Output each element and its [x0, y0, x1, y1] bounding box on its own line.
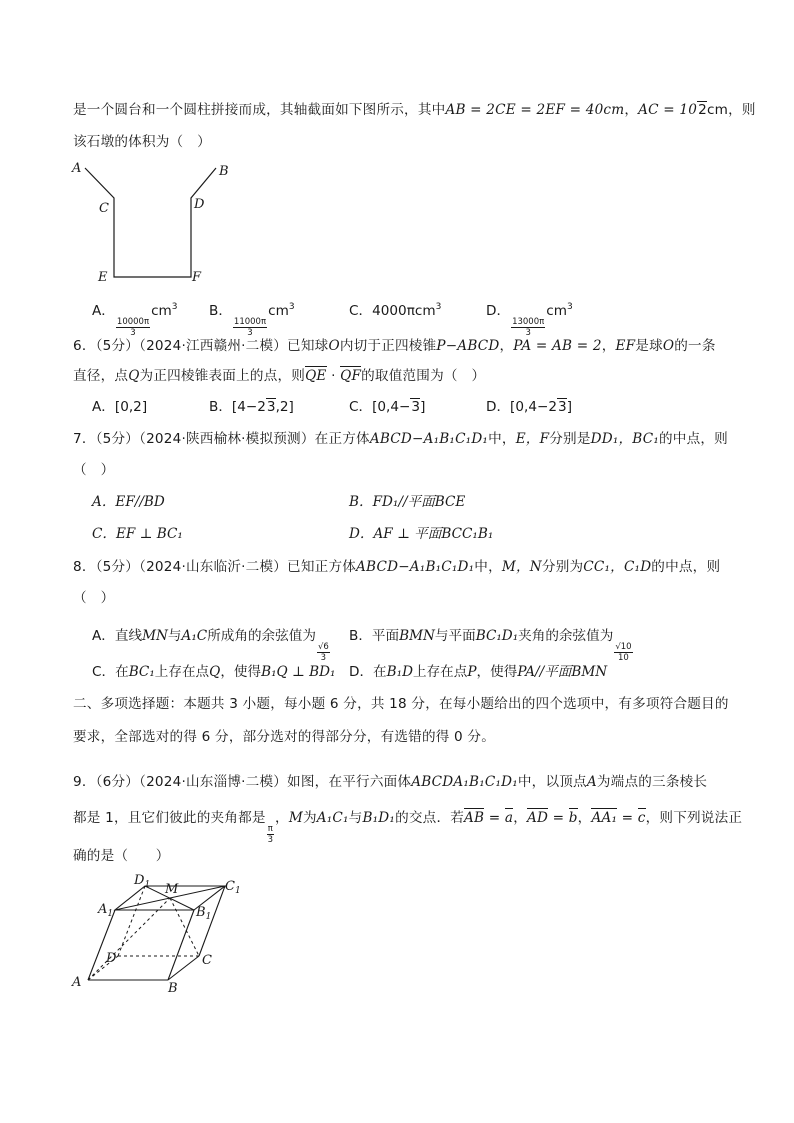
option-text: 4000πcm: [372, 303, 436, 319]
q8-option-d[interactable]: [349, 662, 607, 682]
separator: ，: [577, 810, 592, 826]
q6-text: 直径，点: [73, 368, 129, 384]
fraction-numerator: 13000π: [512, 317, 545, 327]
fraction-numerator: π: [267, 824, 274, 834]
q7-option-b[interactable]: [349, 492, 465, 512]
q8-option-a[interactable]: [92, 626, 331, 663]
q9-text: 为端点的三条棱长: [596, 774, 708, 790]
vector-qe: QE: [305, 368, 327, 384]
q6-text: 是球: [635, 338, 663, 354]
q8-text: 的中点，则: [651, 559, 721, 575]
unit: cm: [268, 303, 289, 319]
option-letter: B．: [209, 303, 232, 319]
vector-c: c: [637, 810, 646, 826]
point-q: Q: [209, 664, 221, 680]
label-b: B: [168, 981, 178, 996]
q6-text: 的一条: [674, 338, 716, 354]
segment-bc1: BC₁: [128, 664, 155, 680]
q6-sphere-o: O: [328, 338, 340, 354]
q9-text: 中，以顶点: [517, 774, 587, 790]
label-d: D: [106, 951, 117, 966]
q6-option-b[interactable]: [209, 397, 294, 417]
q5-option-d[interactable]: [486, 297, 573, 338]
exponent: 3: [435, 302, 442, 312]
exponent: 3: [566, 302, 573, 312]
q6-line-2: [73, 366, 485, 386]
plane-bmn: BMN: [399, 628, 435, 644]
q7-option-d[interactable]: [349, 524, 493, 544]
vector-a: a: [504, 810, 514, 826]
q9-segment-a1c1: A₁C₁: [316, 810, 349, 826]
q6-diameter: EF: [615, 338, 636, 354]
label-e: E: [98, 270, 108, 285]
vector-b: b: [568, 810, 578, 826]
q8-cube: ABCD−A₁B₁C₁D₁: [356, 559, 475, 575]
q6-point-q: Q: [128, 368, 140, 384]
fraction: [614, 642, 632, 663]
q6-text: ，: [499, 338, 514, 354]
option-text: 上存在点: [413, 664, 468, 680]
option-text: D．在: [349, 664, 387, 680]
edge-aa1: [88, 910, 115, 980]
q6-pyramid: P−ABCD: [436, 338, 500, 354]
label-b1: $B_1$: [196, 905, 212, 922]
q6-text: 6．（5分）（2024·江西赣州·二模）已知球: [73, 338, 329, 354]
q5-text: ，: [624, 102, 639, 118]
equals: =: [548, 810, 569, 826]
option-text: C．在: [92, 664, 129, 680]
fraction-pi-over-3: [267, 824, 274, 845]
relation: PA//平面BMN: [517, 664, 608, 680]
q8-segments: CC₁，C₁D: [583, 559, 652, 575]
cross-section-figure: [68, 156, 238, 286]
q5-option-b[interactable]: [209, 297, 295, 338]
fraction-denominator: 3: [267, 835, 274, 845]
option-text: 与平面: [434, 628, 476, 644]
equals: =: [617, 810, 638, 826]
fraction-denominator: 3: [247, 328, 253, 338]
q5-sqrt: 2: [698, 102, 707, 118]
q8-line-1: [73, 557, 720, 577]
option-letter: A．: [92, 303, 115, 319]
point-p: P: [467, 664, 477, 680]
q8-text: 8．（5分）（2024·山东临沂·二模）已知正方体: [73, 559, 357, 575]
label-a: A: [72, 161, 82, 176]
fraction-denominator: 3: [320, 653, 327, 663]
separator: ，: [513, 810, 527, 826]
q7-cube: ABCD−A₁B₁C₁D₁: [369, 431, 489, 447]
q7-option-c[interactable]: C．EF ⊥ BC₁: [92, 526, 183, 542]
q8-option-c[interactable]: [92, 662, 335, 682]
fraction-denominator: 10: [618, 653, 629, 663]
segment-b1d: B₁D: [386, 664, 413, 680]
q6-option-c[interactable]: [349, 397, 425, 417]
option-text: ]: [420, 399, 426, 415]
sqrt: 3: [411, 399, 421, 415]
q5-intro-line-2: 该石墩的体积为（ ）: [73, 134, 211, 150]
q7-line-2: （ ）: [73, 462, 115, 478]
unit: cm: [151, 303, 172, 319]
option-text: D．[0,4−2: [486, 399, 558, 415]
q9-line-1: [73, 772, 707, 792]
option-text: B．FD₁//平面: [349, 494, 435, 510]
exponent: 3: [171, 302, 178, 312]
q5-length-equation: AB = 2CE = 2EF = 40cm: [445, 102, 625, 118]
label-d1: $D_1$: [134, 873, 151, 890]
option-text: B．平面: [349, 628, 400, 644]
q8-points: M，N: [501, 559, 542, 575]
q9-solid: ABCDA₁B₁C₁D₁: [411, 774, 518, 790]
vector-aa1: AA₁: [591, 810, 618, 826]
q8-line-2: （ ）: [73, 590, 115, 606]
plane-bc1d1: BC₁D₁: [475, 628, 519, 644]
sqrt: 3: [266, 399, 276, 415]
section2-line-2: 要求，全部选对的得 6 分，部分选对的得部分分，有选错的得 0 分。: [73, 729, 496, 745]
label-d: D: [194, 197, 205, 212]
q7-segments: DD₁，BC₁: [590, 431, 659, 447]
q9-text: 为: [302, 810, 317, 826]
q6-text: ，: [601, 338, 616, 354]
q5-option-c[interactable]: [349, 297, 441, 321]
q5-option-a[interactable]: [92, 297, 178, 338]
dot-operator: ·: [326, 368, 341, 384]
option-letter: C．: [349, 303, 373, 319]
q7-text: 分别是: [549, 431, 591, 447]
q6-option-a[interactable]: A．[0,2]: [92, 399, 148, 415]
q9-text: ，则下列说法正: [645, 810, 743, 826]
q9-segment-b1d1: B₁D₁: [362, 810, 396, 826]
q9-line-3: 确的是（ ）: [73, 848, 170, 864]
equals: =: [484, 810, 505, 826]
fraction: [116, 317, 150, 338]
label-c1: $C_1$: [225, 879, 241, 896]
q6-text: 为正四棱锥表面上的点，则: [139, 368, 306, 384]
fraction: [233, 317, 267, 338]
q7-text: 的中点，则: [658, 431, 728, 447]
option-text: 夹角的余弦值为: [518, 628, 614, 644]
q7-text: 中，: [488, 431, 516, 447]
option-text: 与: [167, 628, 182, 644]
sqrt: 3: [558, 399, 567, 415]
option-text: D．AF ⊥ 平面: [349, 526, 442, 542]
q9-line-2: [73, 808, 742, 845]
q5-intro-line-1: [73, 100, 756, 120]
fraction-numerator: √10: [615, 642, 632, 652]
fraction-denominator: 3: [525, 328, 531, 338]
line-mn: MN: [142, 628, 168, 644]
unit: cm: [546, 303, 567, 319]
vector-ab: AB: [464, 810, 485, 826]
cross-section-outline: [85, 168, 216, 277]
vector-qf: QF: [340, 368, 362, 384]
q8-text: 中，: [474, 559, 502, 575]
q6-sphere-o: O: [662, 338, 675, 354]
label-c: C: [99, 201, 109, 216]
q7-option-a[interactable]: A．EF//BD: [92, 494, 165, 510]
q5-text: 是一个圆台和一个圆柱拼接而成，其轴截面如下图所示，其中: [73, 102, 446, 118]
q9-text: 9．（6分）（2024·山东淄博·二模）如图，在平行六面体: [73, 774, 412, 790]
q9-text: ，: [275, 810, 289, 826]
q5-text: ，则: [728, 102, 756, 118]
option-letter: D．: [486, 303, 511, 319]
q5-ac-value: AC = 10: [638, 102, 698, 118]
vector-ad: AD: [527, 810, 549, 826]
section2-line-1: 二、多项选择题：本题共 3 小题，每小题 6 分，共 18 分，在每小题给出的四个选项中，有多项符合题目的: [73, 696, 729, 712]
q6-option-d[interactable]: [486, 397, 572, 417]
label-a: A: [72, 975, 82, 990]
parallelepiped-figure: [68, 866, 258, 996]
exponent: 3: [288, 302, 295, 312]
fraction-numerator: √6: [317, 642, 329, 652]
option-text: ，使得: [220, 664, 262, 680]
option-text: 所成角的余弦值为: [207, 628, 316, 644]
q7-points: E，F: [515, 431, 550, 447]
option-text: BCE: [434, 494, 466, 510]
q6-text: 的取值范围为（ ）: [361, 368, 486, 384]
q8-option-b[interactable]: [349, 626, 634, 663]
fraction-denominator: 3: [130, 328, 136, 338]
option-text: ]: [566, 399, 572, 415]
q6-edge-lengths: PA = AB = 2: [513, 338, 602, 354]
q7-text: 7．（5分）（2024·陕西榆林·模拟预测）在正方体: [73, 431, 370, 447]
label-a1: $A_1$: [98, 902, 114, 919]
q7-line-1: [73, 429, 728, 449]
option-text: C．[0,4−: [349, 399, 411, 415]
option-text: A．直线: [92, 628, 143, 644]
q9-point-m: M: [288, 810, 303, 826]
label-b: B: [219, 164, 229, 179]
label-f: F: [192, 270, 202, 285]
option-text: ，使得: [476, 664, 518, 680]
relation: B₁Q ⊥ BD₁: [261, 664, 336, 680]
line-a1c: A₁C: [181, 628, 208, 644]
option-text: 上存在点: [154, 664, 210, 680]
q9-vertex-a: A: [586, 774, 597, 790]
option-text: BCC₁B₁: [441, 526, 494, 542]
q6-text: 内切于正四棱锥: [339, 338, 437, 354]
label-c: C: [202, 953, 212, 968]
fraction: [317, 642, 330, 663]
fraction: [511, 317, 545, 338]
q6-line-1: [73, 336, 716, 356]
fraction-numerator: 11000π: [233, 317, 267, 327]
q9-text: 都是 1，且它们彼此的夹角都是: [73, 810, 266, 826]
option-text: B．[4−2: [209, 399, 266, 415]
q8-text: 分别为: [541, 559, 584, 575]
q9-text: 与: [348, 810, 363, 826]
option-text: ,2]: [275, 399, 294, 415]
segment-mc-hidden: [170, 898, 199, 956]
q5-unit: cm: [706, 102, 729, 118]
label-m: M: [165, 882, 179, 897]
fraction-numerator: 10000π: [116, 317, 150, 327]
q9-text: 的交点．若: [395, 810, 465, 826]
